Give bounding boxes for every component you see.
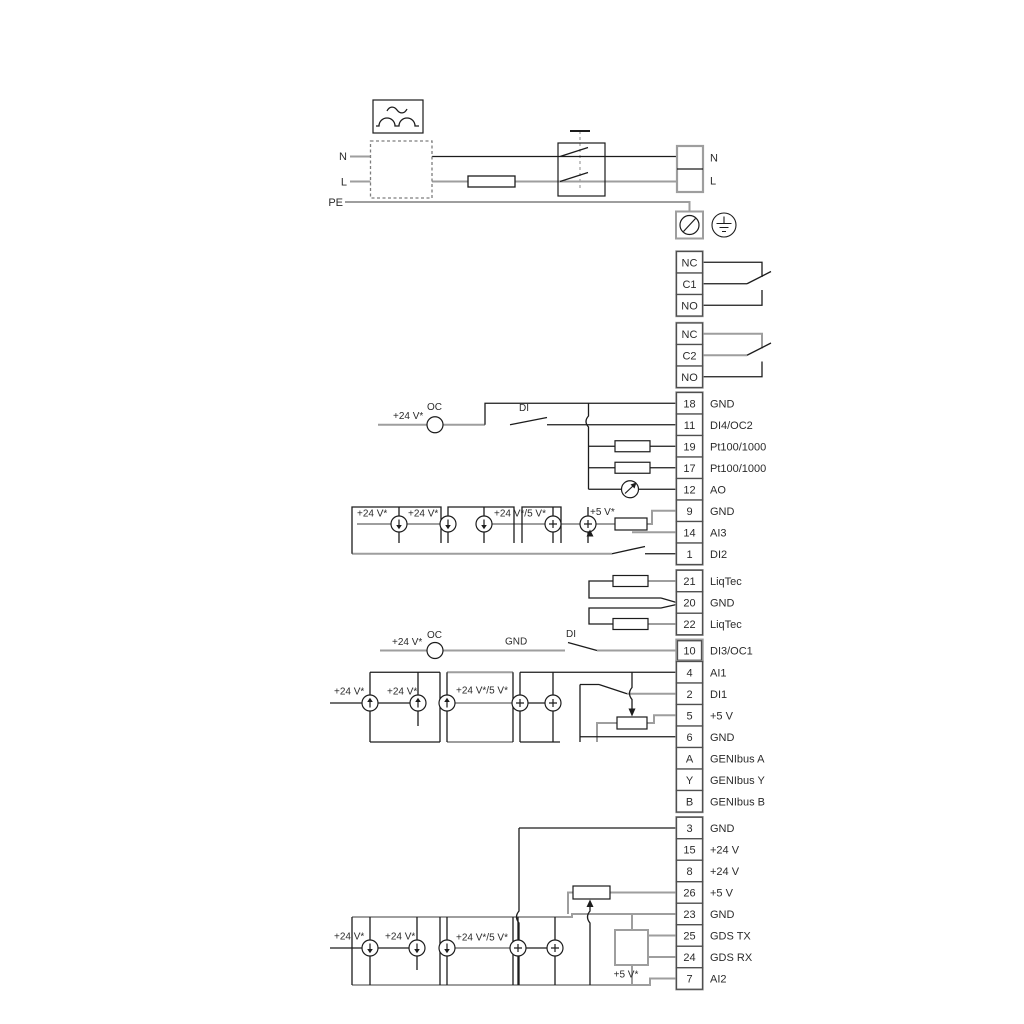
terminal-id: 17 [683,462,696,475]
power-section [371,100,737,239]
terminal-id: 15 [683,844,696,857]
terminal-id: 22 [683,619,696,631]
relay-terminal-label: C2 [682,350,697,363]
terminal-id: B [685,796,694,809]
terminal-id: 25 [683,930,696,943]
label-24v: +24 V* [334,931,365,943]
label-24v: +24 V* [392,637,423,648]
terminal-label: AI1 [710,667,727,680]
terminal-label: Pt100/1000 [710,462,767,475]
main-switch-box [558,143,605,196]
fuse [468,176,515,187]
terminal-label-l: L [710,175,717,188]
label-24v-5v: +24 V*/5 V* [494,508,546,520]
terminal-label: GENIbus B [710,796,766,809]
terminal-block-d [677,662,766,813]
annotations [328,151,718,981]
terminal-label: Pt100/1000 [710,441,767,454]
relay-terminal-label: NC [681,328,698,341]
terminal-label: LiqTec [710,576,742,588]
terminal-label-n: N [710,152,718,165]
source-glyph-strokes [370,485,634,952]
label-gnd: GND [505,636,528,648]
terminal-label: GND [710,505,735,518]
terminal-id: A [685,753,694,766]
terminal-id: 23 [683,909,696,921]
terminal-id: 6 [686,731,693,744]
terminal-label: DI4/OC2 [710,419,753,432]
label-di: DI [519,403,529,414]
relay-terminal-label: NO [681,371,698,384]
terminal-id: 21 [683,576,696,588]
terminal-id: 2 [686,688,693,701]
terminal-block-b [677,570,743,635]
terminal-label: GND [710,909,735,921]
resistor [615,441,650,452]
line-label-l: L [340,176,347,189]
relay1-block [677,252,703,317]
gds-sensor-box [615,930,648,965]
terminal-block-a [677,393,767,565]
relay-terminal-label: C1 [682,278,697,291]
terminal-id: 26 [683,887,696,900]
potentiometer [617,717,647,729]
terminal-label: AO [710,484,726,497]
terminal-label: GND [710,731,735,744]
label-24v: +24 V* [387,686,418,698]
label-24v: +24 V* [385,931,416,943]
terminal-label: +5 V [710,887,733,900]
terminal-label: GND [710,398,735,411]
wire [330,148,771,986]
ac-supply-symbol-box [373,100,423,133]
terminal-label: GDS TX [710,930,751,943]
terminal-label: GND [710,597,735,610]
liqtec-resistor [613,619,648,630]
terminal-label: LiqTec [710,619,742,631]
resistor [615,462,650,473]
line-label-pe: PE [328,197,343,209]
terminal-id: 10 [683,645,696,658]
label-oc: OC [427,402,442,413]
potentiometer [573,886,610,899]
terminal-block-e [677,817,753,989]
terminal-label: GDS RX [710,952,753,964]
filter-box-dashed [371,141,433,198]
terminal-id: Y [685,774,694,787]
terminal-id: 11 [683,419,696,432]
label-24v: +24 V* [408,508,439,520]
oc-output-circle [427,417,443,433]
terminal-id: 5 [686,710,693,723]
terminal-id: 18 [683,398,696,411]
terminal-id: 9 [686,505,693,518]
label-24v: +24 V* [357,508,388,520]
relay2-block [677,323,703,388]
label-5v: +5 V* [590,507,615,518]
relay-terminal-label: NC [681,257,698,270]
terminal-id: 8 [686,866,693,878]
terminal-label: GENIbus Y [710,774,765,787]
label-24v-5v: +24 V*/5 V* [456,685,508,697]
wires-black [330,131,771,985]
terminal-label: +24 V [710,866,740,878]
terminal-id: 14 [683,527,696,540]
terminal-id: 7 [686,973,693,986]
terminal-id: 12 [683,484,696,497]
terminal-label: +24 V [710,844,740,857]
terminal-label: +5 V [710,710,733,723]
oc-output-circle [427,643,443,659]
terminal-label: DI3/OC1 [710,645,753,658]
terminal-id: 1 [686,548,693,561]
terminal-label: DI1 [710,688,728,701]
terminal-id: 24 [683,952,696,964]
label-24v-5v: +24 V*/5 V* [456,932,508,944]
terminal-label: GND [710,823,735,835]
label-di: DI [566,629,576,640]
label-24v: +24 V* [393,411,424,422]
label-24v: +24 V* [334,686,365,698]
terminal-block-c [677,640,753,662]
terminal-id: 4 [686,667,693,680]
terminal-label: DI2 [710,548,728,561]
terminal-label: AI2 [710,973,727,986]
terminal-label: AI3 [710,527,727,540]
liqtec-resistor [613,576,648,587]
potentiometer [615,518,647,530]
terminal-id: 3 [686,823,693,835]
label-oc: OC [427,630,442,641]
line-label-n: N [339,151,347,163]
terminal-id: 19 [683,441,696,454]
relay-terminal-label: NO [681,300,698,313]
label-5v: +5 V* [613,969,639,981]
terminal-id: 20 [683,597,696,610]
terminal-label: GENIbus A [710,753,765,766]
